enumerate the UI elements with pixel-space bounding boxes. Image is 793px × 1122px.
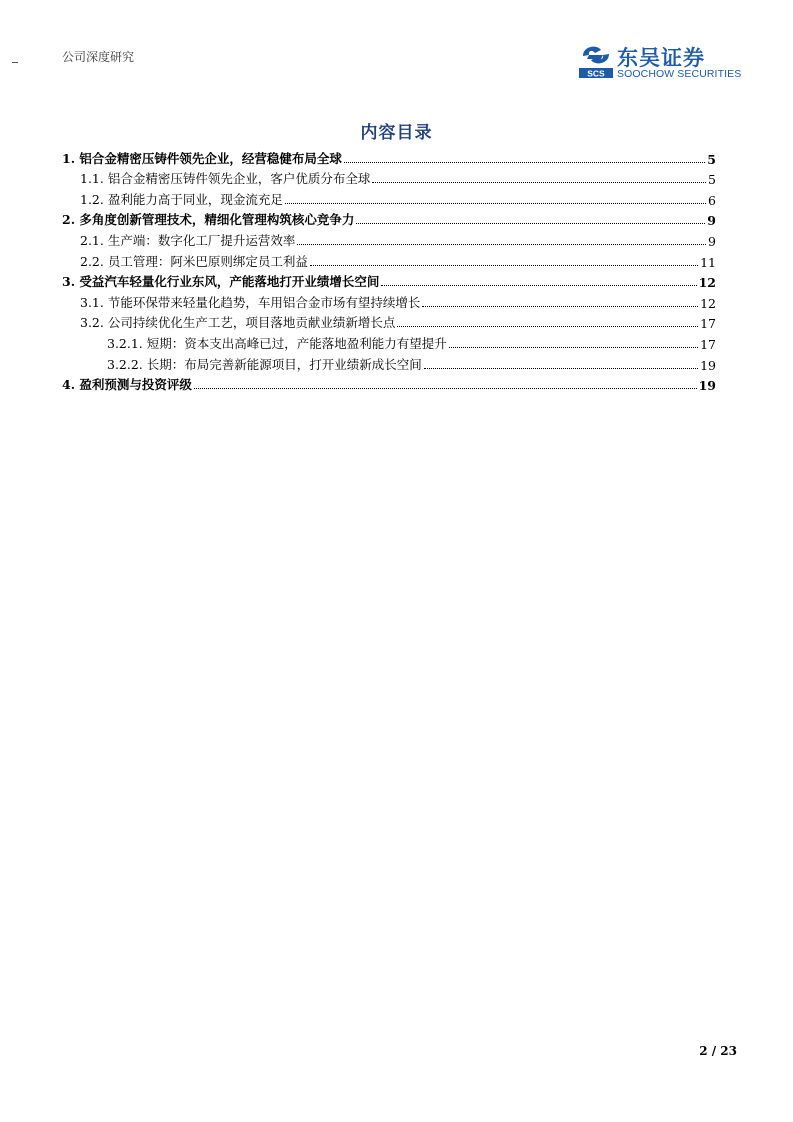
toc-entry-label: 3.2.1. 短期：资本支出高峰已过，产能落地盈利能力有望提升	[107, 335, 447, 351]
toc-entry-page: 9	[707, 213, 716, 229]
toc-entry-page: 9	[708, 233, 716, 249]
toc-entry-label: 2.1. 生产端：数字化工厂提升运营效率	[80, 232, 296, 248]
toc-entry[interactable]	[62, 228, 716, 249]
logo-english-name: SOOCHOW SECURITIES	[617, 68, 742, 80]
toc-entry-label: 1.1. 铝合金精密压铸件领先企业，客户优质分布全球	[80, 171, 371, 187]
toc-entry[interactable]	[62, 249, 716, 270]
toc-entry[interactable]	[62, 167, 716, 188]
toc-leader-dots	[310, 265, 698, 266]
toc-entry-page: 12	[700, 295, 716, 311]
toc-entry-page: 6	[708, 192, 716, 208]
toc-entry-label: 2.2. 员工管理：阿米巴原则绑定员工利益	[80, 253, 308, 269]
toc-entry[interactable]	[62, 290, 716, 311]
table-of-contents	[62, 146, 716, 393]
toc-entry[interactable]	[62, 208, 716, 229]
toc-entry[interactable]	[62, 373, 716, 394]
logo-chinese-name: 东吴证券	[617, 46, 705, 70]
toc-entry-label: 3. 受益汽车轻量化行业东风，产能落地打开业绩增长空间	[62, 274, 380, 290]
toc-entry-page: 11	[700, 254, 716, 270]
toc-leader-dots	[285, 203, 706, 204]
page-number: 2 / 23	[699, 1044, 737, 1058]
toc-entry-page: 19	[698, 378, 716, 394]
toc-entry-label: 4. 盈利预测与投资评级	[62, 377, 192, 393]
toc-leader-dots	[449, 347, 698, 348]
toc-entry[interactable]	[62, 352, 716, 373]
toc-entry-label: 3.2.2. 长期：布局完善新能源项目，打开业绩新成长空间	[107, 356, 422, 372]
toc-leader-dots	[381, 285, 696, 286]
toc-entry-page: 17	[700, 336, 716, 352]
header-mark	[12, 62, 18, 63]
toc-entry-page: 5	[708, 172, 716, 188]
toc-leader-dots	[297, 244, 706, 245]
toc-leader-dots	[424, 368, 698, 369]
toc-entry-label: 3.1. 节能环保带来轻量化趋势，车用铝合金市场有望持续增长	[80, 294, 421, 310]
toc-entry-label: 2. 多角度创新管理技术，精细化管理构筑核心竞争力	[62, 212, 355, 228]
company-logo	[579, 42, 742, 80]
toc-leader-dots	[344, 162, 705, 163]
toc-entry-page: 5	[707, 151, 716, 167]
toc-leader-dots	[194, 388, 697, 389]
toc-title: 内容目录	[360, 123, 433, 143]
toc-leader-dots	[397, 326, 698, 327]
toc-leader-dots	[372, 182, 706, 183]
toc-entry-label: 1. 铝合金精密压铸件领先企业，经营稳健布局全球	[62, 150, 342, 166]
logo-emblem-icon	[579, 42, 613, 78]
toc-entry[interactable]	[62, 311, 716, 332]
toc-entry[interactable]	[62, 146, 716, 167]
toc-entry-page: 17	[700, 316, 716, 332]
toc-entry-label: 3.2. 公司持续优化生产工艺，项目落地贡献业绩新增长点	[80, 315, 396, 331]
toc-leader-dots	[422, 306, 698, 307]
toc-entry-label: 1.2. 盈利能力高于同业，现金流充足	[80, 191, 283, 207]
toc-entry[interactable]	[62, 331, 716, 352]
toc-entry-page: 19	[700, 357, 716, 373]
toc-entry-page: 12	[698, 275, 716, 291]
header-section-label: 公司深度研究	[62, 50, 135, 64]
toc-entry[interactable]	[62, 270, 716, 291]
toc-entry[interactable]	[62, 187, 716, 208]
svg-text:SCS: SCS	[587, 68, 605, 78]
toc-leader-dots	[356, 223, 705, 224]
